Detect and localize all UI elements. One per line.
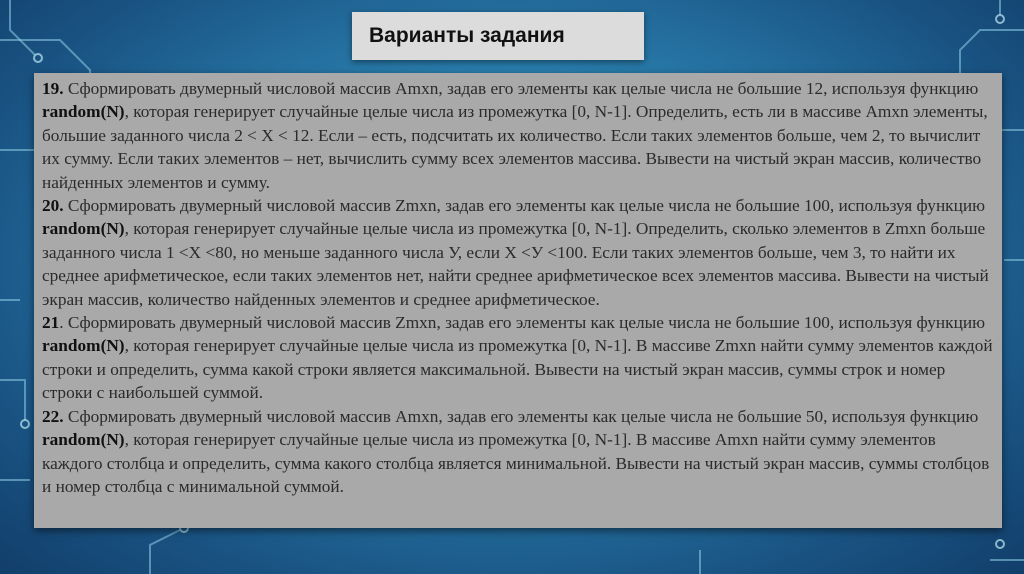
task-number: 20. (42, 196, 64, 216)
function-name: random(N) (42, 336, 125, 356)
task-text: , которая генерирует случайные целые числа из промежутка [0, N-1]. Определить, есть ли в массиве Amxn элементы, большие заданного числа 2 < X < 12. Если – есть, подсчитать их количество. Если таких элементов больше, чем 2, то вычислит их сумму. Если таких элементов – нет, вычислить сумму всех элементов массива. Вывести на чистый экран массив, количество найденных элементов и сумму. (42, 102, 988, 192)
slide-title: Варианты задания (369, 24, 565, 47)
task-number: 21 (42, 313, 60, 333)
task-text: Сформировать двумерный числовой массив Amxn, задав его элементы как целые числа не большие 50, используя функцию (63, 406, 979, 426)
function-name: random(N) (42, 102, 125, 122)
task-19 (42, 77, 994, 194)
tasks-panel (34, 73, 1002, 528)
task-number: 19. (42, 79, 64, 98)
task-text: , которая генерирует случайные целые числа из промежутка [0, N-1]. Определить, сколько элементов в Zmxn больше заданного числа 1 <X <80, но меньше заданного числа У, если X <У <100. Если таких элементов больше, чем 3, то найти их среднее арифметическое, если таких элементов нет, найти среднее арифметическое всех элементов массива. Вывести на чистый экран массив, количество найденных элементов и среднее арифметическое. (42, 219, 989, 309)
task-20 (42, 194, 994, 311)
task-number: 22. (42, 406, 64, 426)
task-22 (42, 405, 994, 499)
slide-title-box (352, 12, 644, 60)
function-name: random(N) (42, 430, 125, 450)
task-text: , которая генерирует случайные целые числа из промежутка [0, N-1]. В массиве Amxn найти сумму элементов каждого столбца и определить, сумма какого столбца является минимальной. Вывести на чистый экран массив, суммы столбцов и номер столбца с минимальной суммой. (42, 430, 990, 496)
task-21 (42, 311, 994, 405)
task-text: Сформировать двумерный числовой массив Amxn, задав его элементы как целые числа не большие 12, используя функцию (63, 79, 979, 98)
task-text: Сформировать двумерный числовой массив Zmxn, задав его элементы как целые числа не большие 100, используя функцию (63, 196, 985, 216)
task-text: , которая генерирует случайные целые числа из промежутка [0, N-1]. В массиве Zmxn найти сумму элементов каждой строки и определить, сумма какой строки является максимальной. Вывести на чистый экран массив, суммы строк и номер строки с наибольшей суммой. (42, 336, 993, 403)
function-name: random(N) (42, 219, 125, 239)
task-text: . Сформировать двумерный числовой массив Zmxn, задав его элементы как целые числа не большие 100, используя функцию (59, 313, 985, 333)
